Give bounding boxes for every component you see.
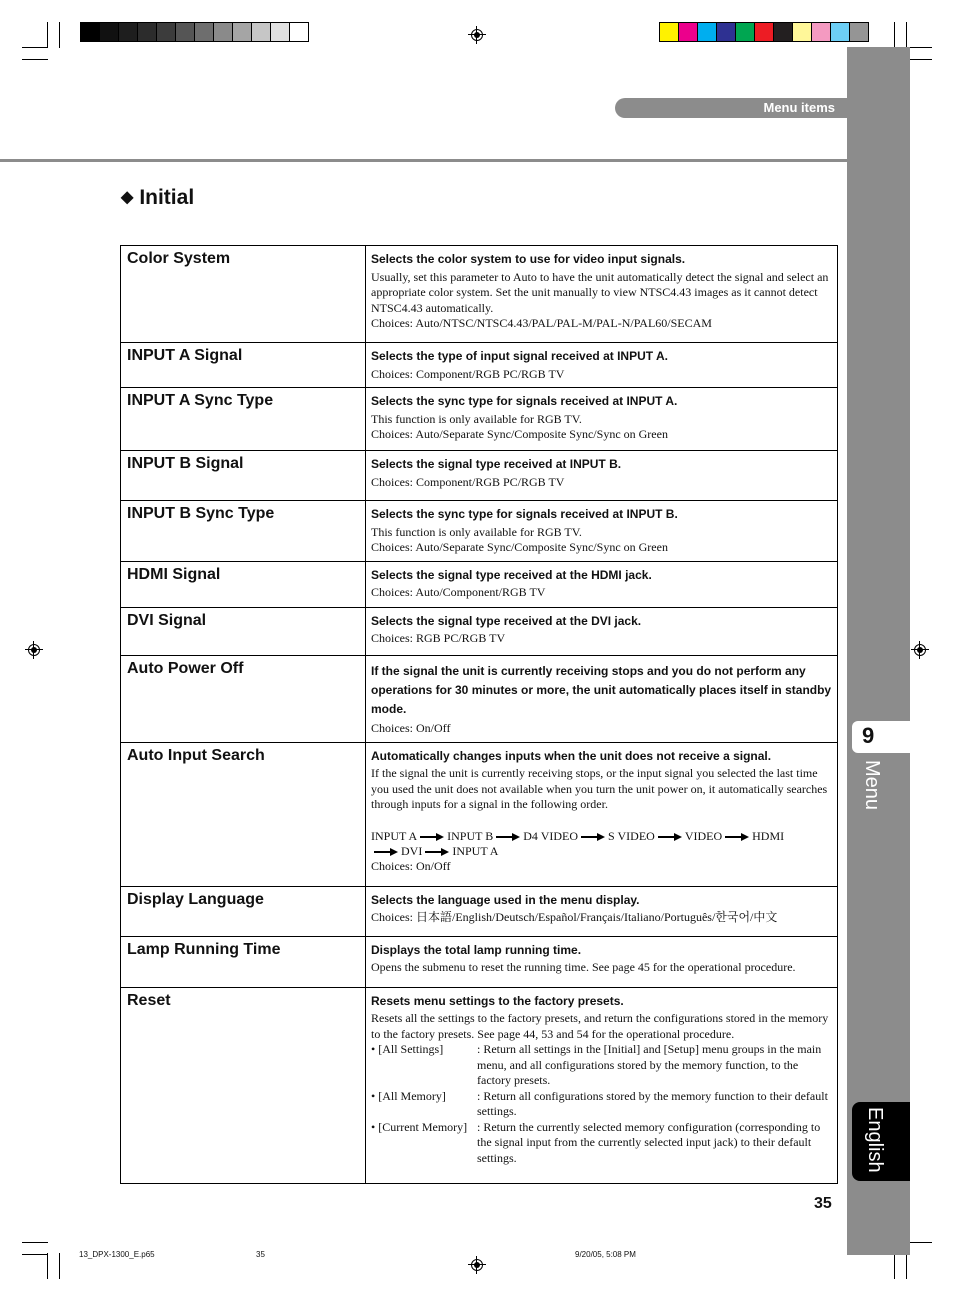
setting-description: [366, 742, 838, 886]
flow-item: DVI: [401, 843, 423, 858]
setting-body: Usually, set this parameter to Auto to have the unit automatically detect the signal and select an appropriate color system. Set the unit manually to view NTSC4.43 images as it cannot detect NTSC4.43 automatically.: [371, 269, 829, 315]
setting-lead: Selects the signal type received at the HDMI jack.: [371, 567, 652, 582]
setting-lead: Selects the language used in the menu display.: [371, 892, 640, 907]
arrow-right-icon: [581, 833, 605, 841]
chapter-number: 9: [862, 723, 875, 748]
section-header-pill: [615, 98, 847, 118]
table-row: [121, 886, 838, 936]
reset-option-value: : Return all settings in the [Initial] and [Setup] menu groups in the main menu, and all configurations stored by the memory function, to the factory presets.: [477, 1042, 822, 1087]
input-search-order: [371, 829, 832, 859]
setting-choices: Choices: Component/RGB PC/RGB TV: [371, 366, 565, 381]
setting-lead: Automatically changes inputs when the unit does not receive a signal.: [371, 748, 772, 763]
setting-name: DVI Signal: [121, 607, 366, 655]
page-number: 35: [814, 1195, 832, 1212]
table-row: [121, 246, 838, 343]
setting-body: Resets all the settings to the factory presets, and return the configurations stored in the memory to the factory presets. See page 44, 53 and 54 for the operational procedure.: [371, 1011, 829, 1041]
arrow-right-icon: [658, 833, 682, 841]
reset-option: [371, 1042, 832, 1089]
setting-description: [366, 246, 838, 343]
crop-mark: [59, 1253, 60, 1279]
setting-description: [366, 501, 838, 562]
registration-mark-icon: [468, 26, 486, 44]
color-calibration-bar: [659, 22, 869, 42]
setting-description: [366, 655, 838, 742]
table-row: [121, 742, 838, 886]
crop-mark: [47, 22, 48, 48]
setting-choices: Choices: On/Off: [371, 720, 451, 735]
setting-body: This function is only available for RGB TV.: [371, 411, 582, 426]
chapter-sidebar: [847, 47, 910, 1255]
setting-lead: Selects the color system to use for video input signals.: [371, 252, 686, 266]
setting-choices: Choices: 日本語/English/Deutsch/Español/Français/Italiano/Português/한국어/中文: [371, 910, 778, 924]
flow-item: HDMI: [752, 828, 785, 843]
setting-choices: Choices: Component/RGB PC/RGB TV: [371, 474, 565, 489]
flow-item: INPUT A: [371, 828, 418, 843]
setting-description: [366, 388, 838, 451]
setting-name: Color System: [121, 246, 366, 343]
settings-table: [120, 245, 838, 1184]
footer-file: 13_DPX-1300_E.p65: [79, 1250, 155, 1259]
language-label: English: [864, 1107, 886, 1173]
registration-mark-icon: [911, 641, 929, 659]
setting-lead: Selects the signal type received at INPUT B.: [371, 457, 622, 471]
crop-mark: [906, 1253, 907, 1279]
diamond-bullet-icon: ◆: [121, 189, 134, 206]
setting-choices: Choices: Auto/NTSC/NTSC4.43/PAL/PAL-M/PAL-N/PAL60/SECAM: [371, 316, 712, 330]
flow-item: D4 VIDEO: [523, 828, 579, 843]
setting-name: Auto Input Search: [121, 742, 366, 886]
setting-lead: Resets menu settings to the factory presets.: [371, 993, 624, 1008]
crop-mark: [22, 59, 48, 60]
chapter-label: Menu: [861, 760, 883, 811]
table-row: [121, 561, 838, 607]
header-rule: [0, 159, 847, 162]
table-row: [121, 501, 838, 562]
page-title-text: Initial: [139, 186, 195, 209]
registration-mark-icon: [468, 1256, 486, 1274]
setting-name: INPUT A Signal: [121, 343, 366, 388]
table-row: [121, 343, 838, 388]
setting-lead: Selects the type of input signal received at INPUT A.: [371, 349, 668, 363]
setting-choices: Choices: On/Off: [371, 858, 451, 873]
setting-lead: Selects the sync type for signals received at INPUT B.: [371, 507, 678, 521]
setting-description: [366, 343, 838, 388]
reset-option-value: : Return the currently selected memory configuration (corresponding to the signal input from the currently selected input jack) to their default settings.: [477, 1119, 821, 1165]
setting-lead: Selects the sync type for signals received at INPUT A.: [371, 394, 678, 408]
setting-name: INPUT B Signal: [121, 451, 366, 501]
reset-option-key: • [All Settings]: [371, 1042, 444, 1056]
setting-description: [366, 561, 838, 607]
setting-choices: Choices: RGB PC/RGB TV: [371, 631, 506, 645]
table-row: [121, 388, 838, 451]
page-title: [121, 186, 194, 210]
arrow-right-icon: [725, 833, 749, 841]
reset-option-value: : Return all configurations stored by the memory function to their default settings.: [477, 1088, 828, 1118]
grayscale-bar: [80, 22, 309, 42]
crop-mark: [906, 22, 907, 48]
arrow-right-icon: [425, 848, 449, 856]
setting-body: Opens the submenu to reset the running time. See page 45 for the operational procedure.: [371, 960, 796, 974]
registration-mark-icon: [25, 641, 43, 659]
table-row: [121, 607, 838, 655]
table-row: [121, 987, 838, 1183]
reset-option-key: • [All Memory]: [371, 1088, 446, 1103]
reset-option: [371, 1120, 832, 1167]
footer-date: 9/20/05, 5:08 PM: [575, 1250, 636, 1259]
flow-item: INPUT A: [452, 843, 499, 858]
setting-lead: If the signal the unit is currently receiving stops and you do not perform any operations for 30 minutes or more, the unit automatically places itself in standby mode.: [371, 663, 832, 716]
table-row: [121, 936, 838, 987]
flow-item: S VIDEO: [608, 828, 655, 843]
table-row: [121, 451, 838, 501]
flow-item: VIDEO: [684, 828, 723, 843]
setting-name: HDMI Signal: [121, 561, 366, 607]
footer-page: 35: [256, 1250, 265, 1259]
crop-mark: [47, 1253, 48, 1279]
arrow-right-icon: [374, 848, 398, 856]
setting-description: [366, 607, 838, 655]
section-label: Menu items: [763, 100, 835, 115]
setting-description: [366, 886, 838, 936]
crop-mark: [22, 47, 48, 48]
setting-description: [366, 936, 838, 987]
crop-mark: [894, 22, 895, 48]
table-row: [121, 655, 838, 742]
crop-mark: [59, 22, 60, 48]
setting-name: Auto Power Off: [121, 655, 366, 742]
setting-description: [366, 451, 838, 501]
flow-item: INPUT B: [447, 828, 494, 843]
crop-mark: [22, 1242, 48, 1243]
setting-name: INPUT B Sync Type: [121, 501, 366, 562]
reset-option-key: • [Current Memory]: [371, 1119, 468, 1134]
setting-lead: Selects the signal type received at the DVI jack.: [371, 613, 642, 628]
setting-body: If the signal the unit is currently receiving stops, or the input signal you selected the last time you used the unit does not available when you turn the unit power on, it automatically searches through inputs for a signal in the following order.: [371, 766, 828, 811]
setting-choices: Choices: Auto/Separate Sync/Composite Sync/Sync on Green: [371, 427, 668, 441]
reset-option: [371, 1089, 832, 1120]
setting-name: Display Language: [121, 886, 366, 936]
setting-name: Reset: [121, 987, 366, 1183]
setting-choices: Choices: Auto/Component/RGB TV: [371, 585, 546, 599]
setting-lead: Displays the total lamp running time.: [371, 942, 582, 957]
setting-choices: Choices: Auto/Separate Sync/Composite Sync/Sync on Green: [371, 540, 668, 554]
setting-description: [366, 987, 838, 1183]
chapter-number-tab: [852, 721, 910, 753]
arrow-right-icon: [420, 833, 444, 841]
crop-mark: [22, 1254, 48, 1255]
setting-name: INPUT A Sync Type: [121, 388, 366, 451]
setting-body: This function is only available for RGB TV.: [371, 524, 582, 539]
arrow-right-icon: [496, 833, 520, 841]
setting-name: Lamp Running Time: [121, 936, 366, 987]
crop-mark: [894, 1253, 895, 1279]
